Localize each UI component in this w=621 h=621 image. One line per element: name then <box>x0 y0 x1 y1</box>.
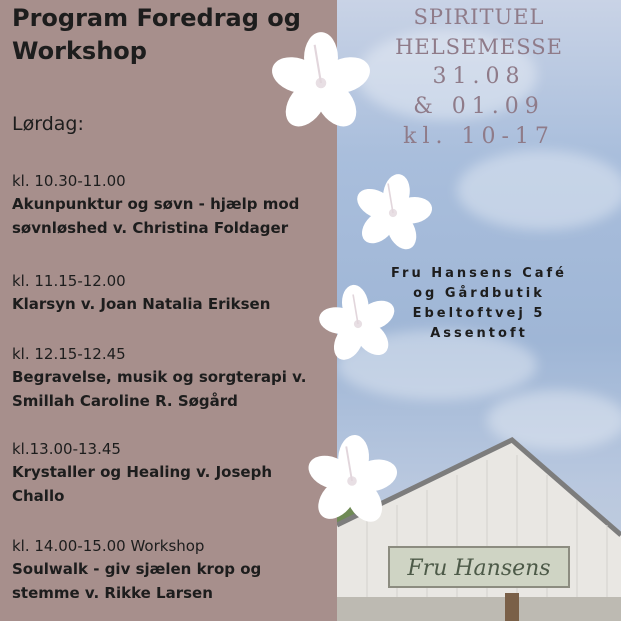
hibiscus-flower-icon <box>313 283 403 365</box>
event-description: Smillah Caroline R. Søgård <box>12 392 238 410</box>
event-description: Soulwalk - giv sjælen krop og <box>12 560 262 578</box>
event-description: Begravelse, musik og sorgterapi v. <box>12 368 307 386</box>
event-time: kl.13.00-13.45 <box>12 440 121 458</box>
event-time: kl. 11.15-12.00 <box>12 272 126 290</box>
event-time: kl. 10.30-11.00 <box>12 172 126 190</box>
event-description: Challo <box>12 487 65 505</box>
event-description: Klarsyn v. Joan Natalia Eriksen <box>12 295 271 313</box>
day-label: Lørdag: <box>12 113 84 135</box>
barn-awning <box>337 597 621 621</box>
program-event <box>12 438 332 508</box>
program-event <box>12 170 332 240</box>
hibiscus-flower-icon <box>348 172 438 254</box>
fair-heading <box>337 2 621 152</box>
venue-line: Assentoft <box>430 326 528 341</box>
fair-date: & 01.09 <box>413 94 545 119</box>
event-description: Akunpunktur og søvn - hjælp mod <box>12 195 300 213</box>
event-description: Krystaller og Healing v. Joseph <box>12 463 273 481</box>
fair-name: HELSEMESSE <box>395 35 563 59</box>
barn-post <box>505 593 519 621</box>
venue-line: og Gårdbutik <box>413 286 545 301</box>
event-time: kl. 14.00-15.00 Workshop <box>12 537 205 555</box>
hibiscus-flower-icon <box>263 30 379 136</box>
fair-date: 31.08 <box>432 64 526 89</box>
event-time: kl. 12.15-12.45 <box>12 345 126 363</box>
event-description: stemme v. Rikke Larsen <box>12 584 213 602</box>
venue-line: Fru Hansens Café <box>390 266 567 281</box>
hibiscus-flower-icon <box>300 433 404 529</box>
barn-sign-text: Fru Hansens <box>407 556 551 581</box>
fair-name: SPIRITUEL <box>413 5 545 29</box>
program-title-line: Program Foredrag og <box>12 4 301 32</box>
event-description: søvnløshed v. Christina Foldager <box>12 219 289 237</box>
fair-hours: kl. 10-17 <box>403 124 555 149</box>
program-event <box>12 343 332 413</box>
program-title-line: Workshop <box>12 37 147 65</box>
venue-line: Ebeltoftvej 5 <box>412 306 546 321</box>
program-event <box>12 270 332 316</box>
program-event <box>12 535 332 605</box>
